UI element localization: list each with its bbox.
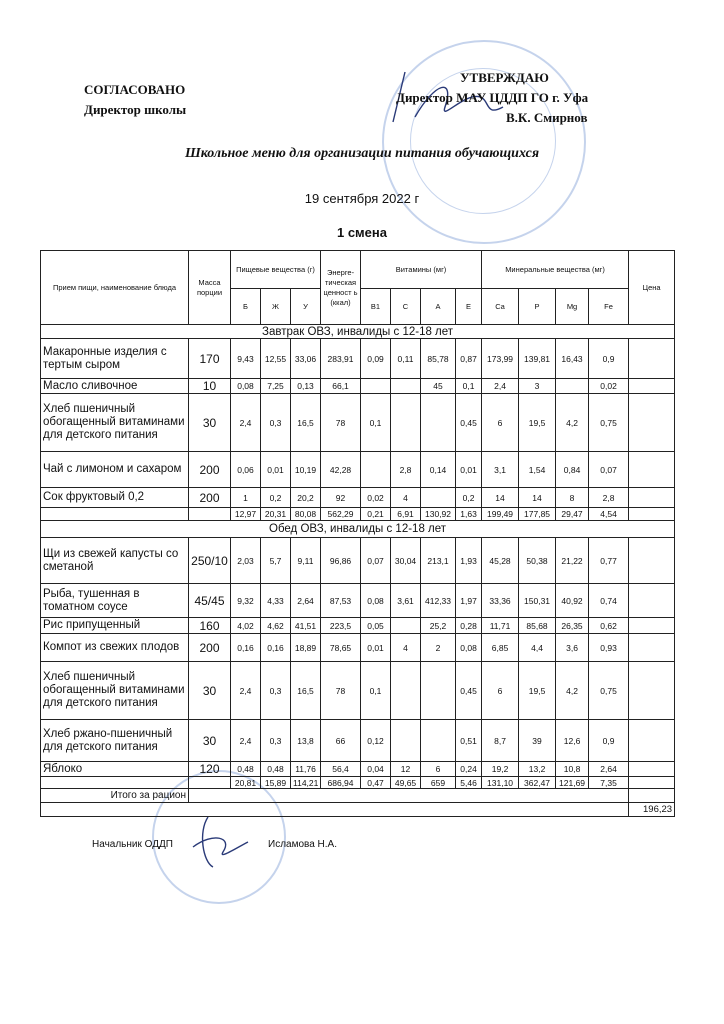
dish-zh: 0,16 xyxy=(261,634,291,662)
dish-mass: 250/10 xyxy=(189,538,231,584)
dish-u: 16,5 xyxy=(291,394,321,452)
col-ca: Ca xyxy=(482,289,519,325)
dish-mass: 30 xyxy=(189,394,231,452)
dish-e: 0,24 xyxy=(456,762,482,777)
dish-e: 0,51 xyxy=(456,720,482,762)
dish-a: 213,1 xyxy=(421,538,456,584)
dish-a: 25,2 xyxy=(421,618,456,634)
total-ca: 199,49 xyxy=(482,508,519,521)
grand-total-price: 196,23 xyxy=(629,803,675,817)
dish-price xyxy=(629,488,675,508)
dish-c xyxy=(391,394,421,452)
dish-energy: 42,28 xyxy=(321,452,361,488)
dish-c xyxy=(391,662,421,720)
dish-c: 4 xyxy=(391,634,421,662)
footer-position: Начальник ОДДП xyxy=(92,839,173,850)
dish-name: Макаронные изделия с тертым сыром xyxy=(41,339,189,379)
dish-mass: 200 xyxy=(189,452,231,488)
dish-a: 0,14 xyxy=(421,452,456,488)
dish-mass: 45/45 xyxy=(189,584,231,618)
col-b: Б xyxy=(231,289,261,325)
dish-name: Сок фруктовый 0,2 xyxy=(41,488,189,508)
grand-total-label: Итого за рацион xyxy=(41,789,189,803)
dish-mass: 160 xyxy=(189,618,231,634)
dish-name: Щи из свежей капусты со сметаной xyxy=(41,538,189,584)
dish-zh: 0,2 xyxy=(261,488,291,508)
lunch-total-row xyxy=(41,777,675,789)
dish-row xyxy=(41,394,675,452)
dish-mg: 26,35 xyxy=(556,618,589,634)
shift-label: 1 смена xyxy=(336,225,387,240)
col-p: P xyxy=(519,289,556,325)
dish-e: 0,1 xyxy=(456,379,482,394)
dish-p: 19,5 xyxy=(519,662,556,720)
dish-ca: 11,71 xyxy=(482,618,519,634)
dish-mg: 40,92 xyxy=(556,584,589,618)
dish-p: 14 xyxy=(519,488,556,508)
col-e: Е xyxy=(456,289,482,325)
dish-price xyxy=(629,762,675,777)
dish-u: 20,2 xyxy=(291,488,321,508)
dish-a xyxy=(421,488,456,508)
dish-mass: 200 xyxy=(189,488,231,508)
dish-energy: 78,65 xyxy=(321,634,361,662)
agreed-block xyxy=(84,80,186,120)
nutrients-header: Пищевые вещества (г) xyxy=(231,251,321,289)
total-ca: 131,10 xyxy=(482,777,519,789)
dish-name: Хлеб ржано-пшеничный для детского питания xyxy=(41,720,189,762)
dish-u: 2,64 xyxy=(291,584,321,618)
dish-p: 50,38 xyxy=(519,538,556,584)
footer-name: Исламова Н.А. xyxy=(268,839,338,850)
dish-fe: 0,75 xyxy=(589,394,629,452)
dish-b: 2,4 xyxy=(231,662,261,720)
dish-ca: 8,7 xyxy=(482,720,519,762)
head-signature-icon xyxy=(178,812,258,872)
total-p: 177,85 xyxy=(519,508,556,521)
dish-fe: 0,02 xyxy=(589,379,629,394)
dish-ca: 6 xyxy=(482,662,519,720)
col-a: А xyxy=(421,289,456,325)
dish-energy: 78 xyxy=(321,394,361,452)
dish-b1: 0,05 xyxy=(361,618,391,634)
dish-price xyxy=(629,379,675,394)
dish-e: 1,93 xyxy=(456,538,482,584)
dish-b1: 0,07 xyxy=(361,538,391,584)
mass-header: Масса порции xyxy=(189,251,231,325)
total-u: 114,21 xyxy=(291,777,321,789)
dish-u: 41,51 xyxy=(291,618,321,634)
dish-mg: 0,84 xyxy=(556,452,589,488)
col-mg: Mg xyxy=(556,289,589,325)
dish-c xyxy=(391,720,421,762)
dish-u: 0,13 xyxy=(291,379,321,394)
dish-price xyxy=(629,618,675,634)
dish-ca: 6,85 xyxy=(482,634,519,662)
dish-b: 2,4 xyxy=(231,394,261,452)
dish-fe: 2,64 xyxy=(589,762,629,777)
dish-mg: 12,6 xyxy=(556,720,589,762)
dish-a: 2 xyxy=(421,634,456,662)
dish-u: 13,8 xyxy=(291,720,321,762)
dish-mg: 3,6 xyxy=(556,634,589,662)
dish-p: 4,4 xyxy=(519,634,556,662)
dish-zh: 0,01 xyxy=(261,452,291,488)
dish-u: 18,89 xyxy=(291,634,321,662)
dish-a: 45 xyxy=(421,379,456,394)
dish-c: 0,11 xyxy=(391,339,421,379)
dish-name: Чай с лимоном и сахаром xyxy=(41,452,189,488)
total-fe: 4,54 xyxy=(589,508,629,521)
dish-e: 0,01 xyxy=(456,452,482,488)
dish-energy: 66 xyxy=(321,720,361,762)
dish-b: 0,06 xyxy=(231,452,261,488)
dish-row xyxy=(41,720,675,762)
dish-row xyxy=(41,339,675,379)
dish-mass: 200 xyxy=(189,634,231,662)
dish-zh: 4,33 xyxy=(261,584,291,618)
dish-p: 19,5 xyxy=(519,394,556,452)
dish-b1: 0,1 xyxy=(361,662,391,720)
dish-fe: 0,9 xyxy=(589,339,629,379)
total-c: 49,65 xyxy=(391,777,421,789)
dish-a: 6 xyxy=(421,762,456,777)
menu-table xyxy=(40,250,675,817)
agreed-label: СОГЛАСОВАНО xyxy=(84,82,186,97)
document-title: Школьное меню для организации питания обучающихся xyxy=(184,146,540,161)
agreed-position: Директор школы xyxy=(84,102,187,117)
col-fe: Fe xyxy=(589,289,629,325)
col-u: У xyxy=(291,289,321,325)
dish-b1 xyxy=(361,379,391,394)
dish-row xyxy=(41,584,675,618)
dish-energy: 92 xyxy=(321,488,361,508)
dish-b1: 0,04 xyxy=(361,762,391,777)
dish-mg xyxy=(556,379,589,394)
dish-mg: 10,8 xyxy=(556,762,589,777)
dish-ca: 173,99 xyxy=(482,339,519,379)
dish-p: 39 xyxy=(519,720,556,762)
dish-row xyxy=(41,452,675,488)
approve-position: Директор МАУ ЦДДП ГО г. Уфа xyxy=(396,90,589,105)
dish-e: 0,28 xyxy=(456,618,482,634)
dish-price xyxy=(629,662,675,720)
dish-b: 2,4 xyxy=(231,720,261,762)
dish-ca: 45,28 xyxy=(482,538,519,584)
dish-p: 139,81 xyxy=(519,339,556,379)
dish-e: 1,97 xyxy=(456,584,482,618)
dish-c: 4 xyxy=(391,488,421,508)
total-a: 659 xyxy=(421,777,456,789)
total-a: 130,92 xyxy=(421,508,456,521)
meal-header: Прием пищи, наименование блюда xyxy=(41,251,189,325)
dish-mg: 4,2 xyxy=(556,394,589,452)
total-zh: 15,89 xyxy=(261,777,291,789)
dish-b1: 0,09 xyxy=(361,339,391,379)
lunch-section-title: Обед ОВЗ, инвалиды с 12-18 лет xyxy=(41,521,675,538)
dish-row xyxy=(41,488,675,508)
total-b: 20,81 xyxy=(231,777,261,789)
dish-e: 0,08 xyxy=(456,634,482,662)
total-mg: 121,69 xyxy=(556,777,589,789)
dish-p: 3 xyxy=(519,379,556,394)
dish-zh: 12,55 xyxy=(261,339,291,379)
price-header: Цена xyxy=(629,251,675,325)
dish-e: 0,2 xyxy=(456,488,482,508)
total-mg: 29,47 xyxy=(556,508,589,521)
menu-date: 19 сентября 2022 г xyxy=(304,191,420,206)
dish-name: Хлеб пшеничный обогащенный витаминами для детского питания xyxy=(41,662,189,720)
dish-fe: 0,77 xyxy=(589,538,629,584)
dish-mass: 170 xyxy=(189,339,231,379)
dish-p: 13,2 xyxy=(519,762,556,777)
dish-fe: 0,62 xyxy=(589,618,629,634)
dish-b: 1 xyxy=(231,488,261,508)
total-p: 362,47 xyxy=(519,777,556,789)
dish-a: 85,78 xyxy=(421,339,456,379)
total-fe: 7,35 xyxy=(589,777,629,789)
dish-c: 12 xyxy=(391,762,421,777)
dish-energy: 96,86 xyxy=(321,538,361,584)
dish-ca: 19,2 xyxy=(482,762,519,777)
dish-row xyxy=(41,662,675,720)
col-zh: Ж xyxy=(261,289,291,325)
dish-b1: 0,01 xyxy=(361,634,391,662)
dish-b1: 0,12 xyxy=(361,720,391,762)
approve-name: В.К. Смирнов xyxy=(506,110,588,125)
dish-zh: 4,62 xyxy=(261,618,291,634)
dish-fe: 0,75 xyxy=(589,662,629,720)
dish-b1: 0,08 xyxy=(361,584,391,618)
breakfast-total-row xyxy=(41,508,675,521)
dish-fe: 0,74 xyxy=(589,584,629,618)
dish-u: 10,19 xyxy=(291,452,321,488)
signature-footer xyxy=(92,839,338,850)
dish-ca: 14 xyxy=(482,488,519,508)
dish-mass: 10 xyxy=(189,379,231,394)
dish-energy: 87,53 xyxy=(321,584,361,618)
dish-fe: 2,8 xyxy=(589,488,629,508)
menu-body xyxy=(41,325,675,817)
dish-e: 0,87 xyxy=(456,339,482,379)
dish-energy: 223,5 xyxy=(321,618,361,634)
dish-fe: 0,9 xyxy=(589,720,629,762)
col-b1: В1 xyxy=(361,289,391,325)
breakfast-section-title: Завтрак ОВЗ, инвалиды с 12-18 лет xyxy=(41,325,675,339)
dish-b: 9,32 xyxy=(231,584,261,618)
dish-mass: 120 xyxy=(189,762,231,777)
total-b1: 0,47 xyxy=(361,777,391,789)
dish-b: 4,02 xyxy=(231,618,261,634)
dish-b: 0,16 xyxy=(231,634,261,662)
dish-a xyxy=(421,662,456,720)
dish-ca: 3,1 xyxy=(482,452,519,488)
total-u: 80,08 xyxy=(291,508,321,521)
dish-name: Масло сливочное xyxy=(41,379,189,394)
minerals-header: Минеральные вещества (мг) xyxy=(482,251,629,289)
dish-c: 30,04 xyxy=(391,538,421,584)
dish-zh: 0,3 xyxy=(261,662,291,720)
dish-name: Хлеб пшеничный обогащенный витаминами для детского питания xyxy=(41,394,189,452)
dish-zh: 5,7 xyxy=(261,538,291,584)
dish-name: Компот из свежих плодов xyxy=(41,634,189,662)
total-e: 5,46 xyxy=(456,777,482,789)
dish-c xyxy=(391,379,421,394)
dish-b1: 0,1 xyxy=(361,394,391,452)
dish-u: 16,5 xyxy=(291,662,321,720)
dish-row xyxy=(41,762,675,777)
dish-zh: 0,3 xyxy=(261,394,291,452)
price-total-row xyxy=(41,803,675,817)
total-c: 6,91 xyxy=(391,508,421,521)
dish-fe: 0,07 xyxy=(589,452,629,488)
dish-u: 9,11 xyxy=(291,538,321,584)
dish-price xyxy=(629,720,675,762)
dish-energy: 56,4 xyxy=(321,762,361,777)
total-energy: 686,94 xyxy=(321,777,361,789)
total-zh: 20,31 xyxy=(261,508,291,521)
dish-name: Яблоко xyxy=(41,762,189,777)
dish-price xyxy=(629,538,675,584)
dish-e: 0,45 xyxy=(456,394,482,452)
dish-a: 412,33 xyxy=(421,584,456,618)
dish-b: 2,03 xyxy=(231,538,261,584)
dish-mg: 8 xyxy=(556,488,589,508)
dish-b: 0,48 xyxy=(231,762,261,777)
dish-energy: 66,1 xyxy=(321,379,361,394)
dish-c: 3,61 xyxy=(391,584,421,618)
col-c: С xyxy=(391,289,421,325)
vitamins-header: Витамины (мг) xyxy=(361,251,482,289)
dish-row xyxy=(41,618,675,634)
energy-header: Энерге-тическая ценност ь (ккал) xyxy=(321,251,361,325)
dish-b1 xyxy=(361,452,391,488)
dish-zh: 0,3 xyxy=(261,720,291,762)
dish-p: 150,31 xyxy=(519,584,556,618)
dish-mass: 30 xyxy=(189,662,231,720)
approve-block xyxy=(396,68,636,128)
dish-e: 0,45 xyxy=(456,662,482,720)
dish-b1: 0,02 xyxy=(361,488,391,508)
dish-p: 1,54 xyxy=(519,452,556,488)
dish-energy: 78 xyxy=(321,662,361,720)
dish-ca: 6 xyxy=(482,394,519,452)
dish-name: Рыба, тушенная в томатном соусе xyxy=(41,584,189,618)
dish-u: 33,06 xyxy=(291,339,321,379)
dish-mass: 30 xyxy=(189,720,231,762)
dish-fe: 0,93 xyxy=(589,634,629,662)
dish-b: 9,43 xyxy=(231,339,261,379)
dish-price xyxy=(629,339,675,379)
dish-mg: 16,43 xyxy=(556,339,589,379)
dish-row xyxy=(41,379,675,394)
total-b: 12,97 xyxy=(231,508,261,521)
dish-energy: 283,91 xyxy=(321,339,361,379)
total-e: 1,63 xyxy=(456,508,482,521)
dish-price xyxy=(629,584,675,618)
total-b1: 0,21 xyxy=(361,508,391,521)
dish-c xyxy=(391,618,421,634)
dish-a xyxy=(421,394,456,452)
dish-row xyxy=(41,538,675,584)
dish-c: 2,8 xyxy=(391,452,421,488)
dish-row xyxy=(41,634,675,662)
dish-price xyxy=(629,394,675,452)
dish-mg: 4,2 xyxy=(556,662,589,720)
dish-ca: 2,4 xyxy=(482,379,519,394)
dish-name: Рис припущенный xyxy=(41,618,189,634)
dish-a xyxy=(421,720,456,762)
dish-price xyxy=(629,634,675,662)
grand-total-row xyxy=(41,789,675,803)
dish-u: 11,76 xyxy=(291,762,321,777)
dish-p: 85,68 xyxy=(519,618,556,634)
dish-price xyxy=(629,452,675,488)
dish-ca: 33,36 xyxy=(482,584,519,618)
dish-mg: 21,22 xyxy=(556,538,589,584)
dish-zh: 7,25 xyxy=(261,379,291,394)
approve-label: УТВЕРЖДАЮ xyxy=(460,70,549,85)
dish-zh: 0,48 xyxy=(261,762,291,777)
dish-b: 0,08 xyxy=(231,379,261,394)
total-energy: 562,29 xyxy=(321,508,361,521)
